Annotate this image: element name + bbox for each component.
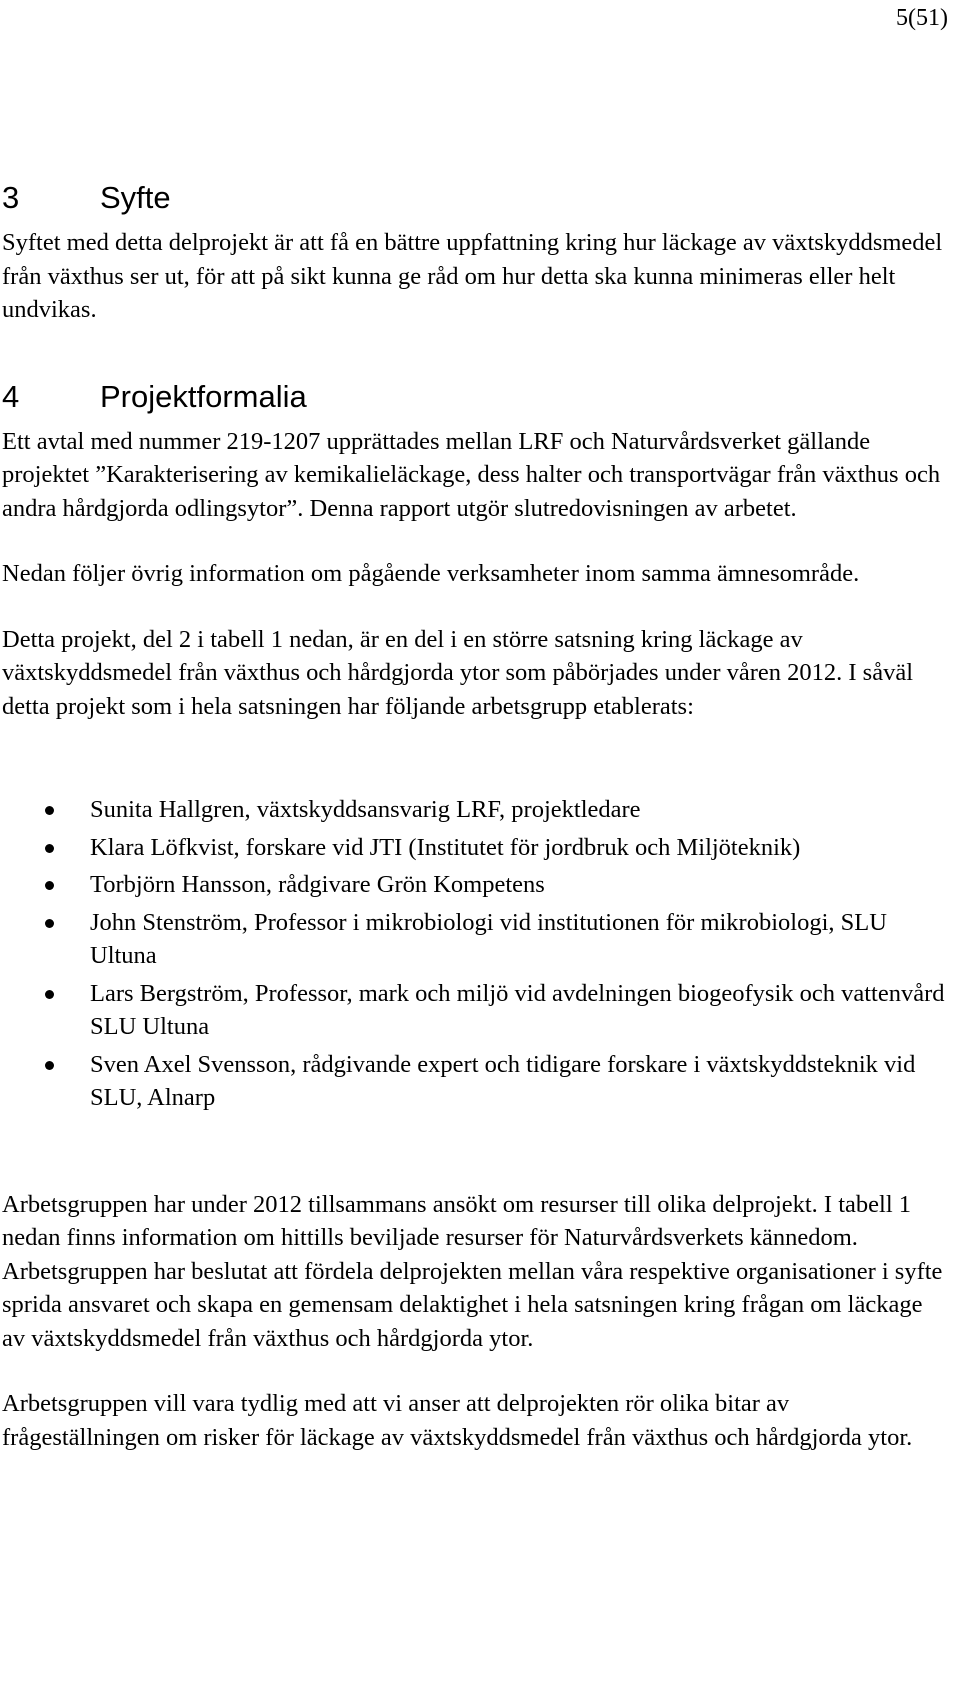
section-number: 4	[2, 378, 20, 414]
paragraph: Syftet med detta delprojekt är att få en bättre uppfattning kring hur läckage av växtskyddsmedel från växthus ser ut, för att på sikt kunna ge råd om hur detta ska kunna minimeras eller helt undvikas.	[2, 229, 943, 323]
bullet-icon	[45, 1061, 54, 1070]
list-item-text: Sven Axel Svensson, rådgivande expert och tidigare forskare i växtskyddsteknik vid SLU, Alnarp	[90, 1050, 916, 1111]
list-item	[2, 868, 950, 902]
list-item	[2, 1048, 950, 1115]
list-item-text: John Stenström, Professor i mikrobiologi vid institutionen för mikrobiologi, SLU Ultuna	[90, 908, 887, 969]
list-item-text: Torbjörn Hansson, rådgivare Grön Kompetens	[90, 871, 545, 898]
paragraph: Detta projekt, del 2 i tabell 1 nedan, är en del i en större satsning kring läckage av växtskyddsmedel från växthus och hårdgjorda ytor som påbörjades under våren 2012. I såväl detta projekt som i hela satsningen har följande arbetsgrupp etablerats:	[2, 625, 914, 720]
list-item	[2, 831, 950, 865]
list-item-text: Klara Löfkvist, forskare vid JTI (Institutet för jordbruk och Miljöteknik)	[90, 833, 801, 861]
paragraph: Nedan följer övrig information om pågående verksamheter inom samma ämnesområde.	[2, 560, 860, 587]
page-number: 5(51)	[896, 5, 948, 31]
list-item-text: Sunita Hallgren, växtskyddsansvarig LRF, projektledare	[90, 796, 641, 823]
bullet-icon	[45, 990, 54, 999]
list-item	[2, 793, 950, 827]
document-body	[2, 178, 950, 1454]
paragraph: Arbetsgruppen vill vara tydlig med att vi anser att delprojekten rör olika bitar av frågeställningen om risker för läckage av växtskyddsmedel från växthus och hårdgjorda ytor.	[2, 1390, 913, 1451]
paragraph: Arbetsgruppen har under 2012 tillsammans ansökt om resurser till olika delprojekt. I tabell 1 nedan finns information om hittills beviljade resurser för Naturvårdsverkets kännedom. Arbetsgruppen har beslutat att fördela delprojekten mellan våra respektive organisationer i syfte sprida ansvaret och skapa en gemensam delaktighet i hela satsningen kring frågan om läckage av växtskyddsmedel från växthus och hårdgjorda ytor.	[2, 1190, 943, 1352]
list-item	[2, 906, 950, 973]
bullet-icon	[45, 919, 54, 928]
section-heading-syfte	[2, 178, 950, 218]
bullet-icon	[45, 844, 54, 853]
section-title: Syfte	[100, 180, 171, 215]
paragraph: Ett avtal med nummer 219-1207 upprättades mellan LRF och Naturvårdsverket gällande projektet ”Karakterisering av kemikalieläckage, dess halter och transportvägar från växthus och andra hårdgjorda odlingsytor”. Denna rapport utgör slutredovisningen av arbetet.	[2, 427, 941, 522]
working-group-list	[2, 793, 950, 1115]
bullet-icon	[45, 806, 54, 815]
section-title: Projektformalia	[100, 378, 307, 414]
list-item-text: Lars Bergström, Professor, mark och miljö vid avdelningen biogeofysik och vattenvård SLU Ultuna	[90, 979, 945, 1040]
section-number: 3	[2, 180, 20, 215]
section-heading-projektformalia	[2, 377, 950, 417]
bullet-icon	[45, 881, 54, 890]
list-item	[2, 977, 950, 1044]
